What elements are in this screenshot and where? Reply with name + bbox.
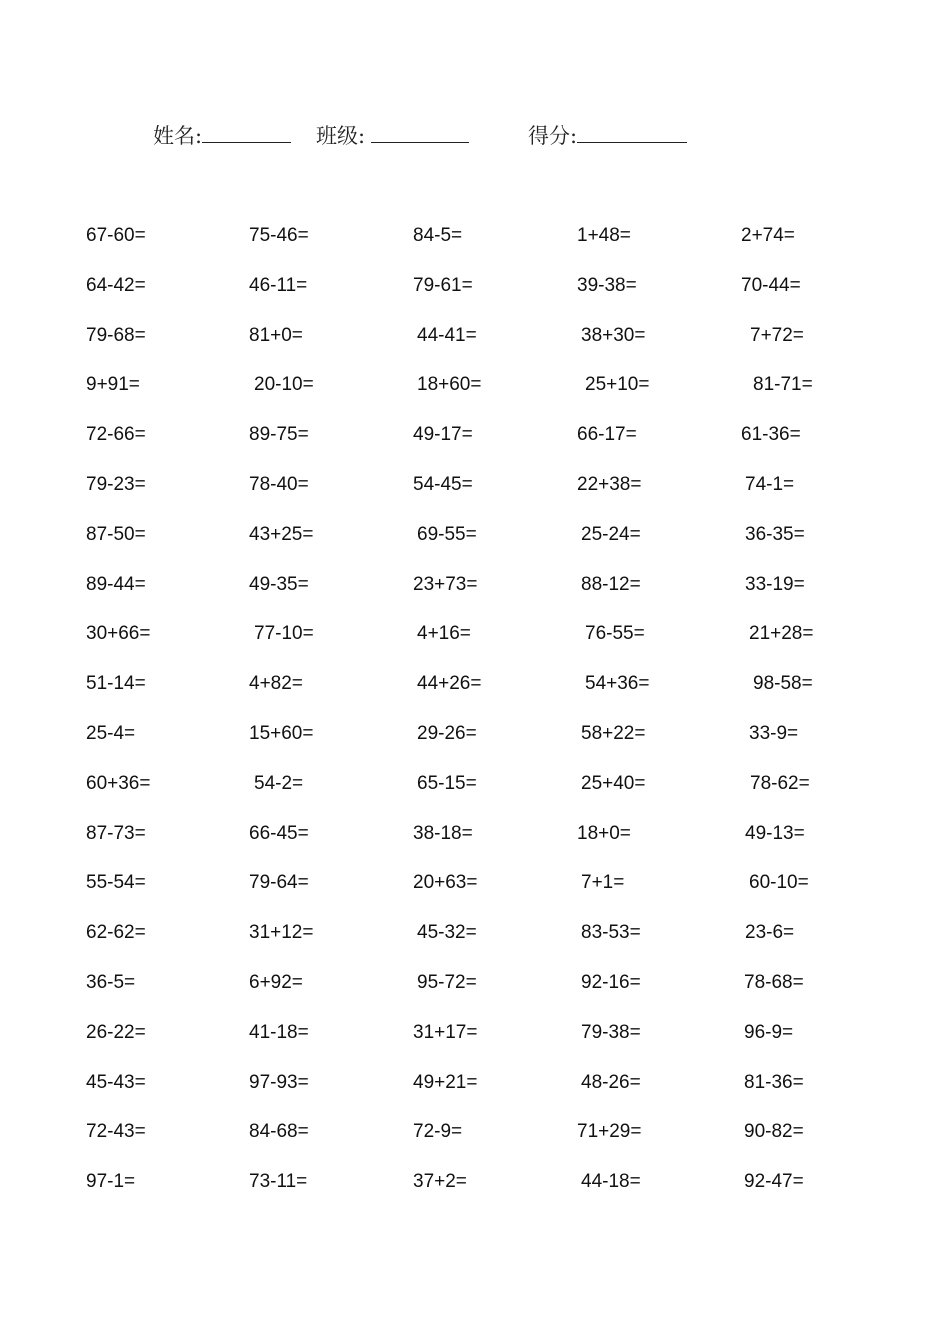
- problem-r18-c3: 49+21=: [413, 1071, 478, 1093]
- problem-r7-c4: 25-24=: [581, 523, 641, 545]
- problem-r7-c1: 87-50=: [86, 523, 146, 545]
- problem-r9-c1: 30+66=: [86, 623, 151, 645]
- problem-r2-c2: 46-11=: [249, 274, 308, 296]
- problem-r7-c5: 36-35=: [745, 523, 805, 545]
- problem-r14-c3: 20+63=: [413, 872, 478, 894]
- problem-r14-c5: 60-10=: [749, 872, 809, 894]
- problem-r18-c5: 81-36=: [744, 1071, 804, 1093]
- problem-r8-c4: 88-12=: [581, 573, 641, 595]
- problem-r5-c3: 49-17=: [413, 424, 473, 446]
- problem-r10-c4: 54+36=: [585, 673, 650, 695]
- problem-r16-c4: 92-16=: [581, 972, 641, 993]
- problem-r20-c4: 44-18=: [581, 1171, 641, 1193]
- problem-r19-c1: 72-43=: [86, 1121, 146, 1143]
- problem-r19-c3: 72-9=: [413, 1121, 463, 1143]
- problem-r2-c1: 64-42=: [86, 274, 146, 296]
- problem-r13-c4: 18+0=: [577, 822, 631, 844]
- problem-r14-c1: 55-54=: [86, 872, 146, 894]
- problem-r16-c3: 95-72=: [417, 972, 477, 993]
- class-label: 班级:: [316, 124, 366, 148]
- problem-r6-c4: 22+38=: [577, 474, 642, 495]
- problem-r12-c3: 65-15=: [417, 772, 477, 794]
- problem-r3-c4: 38+30=: [581, 324, 646, 346]
- problem-r4-c2: 20-10=: [254, 374, 314, 396]
- problem-r15-c2: 31+12=: [249, 922, 314, 944]
- problem-r1-c5: 2+74=: [741, 225, 795, 246]
- problem-r13-c3: 38-18=: [413, 822, 473, 844]
- problem-r12-c5: 78-62=: [750, 772, 810, 794]
- problem-r8-c1: 89-44=: [86, 573, 146, 595]
- problem-r1-c4: 1+48=: [577, 225, 631, 246]
- problem-r15-c5: 23-6=: [745, 922, 795, 944]
- problem-r11-c5: 33-9=: [749, 723, 799, 744]
- problem-r20-c3: 37+2=: [413, 1171, 467, 1193]
- problem-r16-c2: 6+92=: [249, 972, 303, 993]
- problem-r9-c3: 4+16=: [417, 623, 471, 645]
- problem-r13-c5: 49-13=: [745, 822, 805, 844]
- problem-r10-c3: 44+26=: [417, 673, 482, 695]
- problem-r18-c1: 45-43=: [86, 1071, 146, 1093]
- problem-r17-c5: 96-9=: [744, 1021, 794, 1043]
- problem-r3-c3: 44-41=: [417, 324, 477, 346]
- problem-r6-c1: 79-23=: [86, 474, 146, 495]
- problem-r15-c4: 83-53=: [581, 922, 641, 944]
- problem-r15-c1: 62-62=: [86, 922, 146, 944]
- problem-r3-c5: 7+72=: [750, 324, 804, 346]
- problem-r11-c3: 29-26=: [417, 723, 477, 744]
- problem-r4-c4: 25+10=: [585, 374, 650, 396]
- problem-r9-c5: 21+28=: [749, 623, 814, 645]
- problem-r19-c5: 90-82=: [744, 1121, 804, 1143]
- problem-r18-c2: 97-93=: [249, 1071, 309, 1093]
- problem-r5-c2: 89-75=: [249, 424, 309, 446]
- problem-r2-c4: 39-38=: [577, 274, 637, 296]
- problem-r17-c2: 41-18=: [249, 1021, 309, 1043]
- problem-r11-c4: 58+22=: [581, 723, 646, 744]
- problem-r3-c1: 79-68=: [86, 324, 146, 346]
- name-label: 姓名:: [153, 124, 203, 148]
- problem-r4-c3: 18+60=: [417, 374, 482, 396]
- problem-r13-c1: 87-73=: [86, 822, 146, 844]
- problem-r1-c1: 67-60=: [86, 225, 146, 246]
- problem-r7-c3: 69-55=: [417, 523, 477, 545]
- problem-r12-c1: 60+36=: [86, 772, 151, 794]
- problem-r9-c4: 76-55=: [585, 623, 645, 645]
- problem-r7-c2: 43+25=: [249, 523, 314, 545]
- problem-r14-c2: 79-64=: [249, 872, 309, 894]
- problem-r20-c5: 92-47=: [744, 1171, 804, 1193]
- problem-r5-c4: 66-17=: [577, 424, 637, 446]
- problem-r4-c5: 81-71=: [753, 374, 813, 396]
- score-label: 得分:: [528, 124, 578, 148]
- problem-r12-c4: 25+40=: [581, 772, 646, 794]
- problem-r6-c5: 74-1=: [745, 474, 795, 495]
- problem-r17-c4: 79-38=: [581, 1021, 641, 1043]
- problem-r6-c3: 54-45=: [413, 474, 473, 495]
- problem-r11-c2: 15+60=: [249, 723, 314, 744]
- problem-r10-c2: 4+82=: [249, 673, 303, 695]
- problem-r4-c1: 9+91=: [86, 374, 140, 396]
- problem-r18-c4: 48-26=: [581, 1071, 641, 1093]
- problem-r1-c3: 84-5=: [413, 225, 463, 246]
- problem-r9-c2: 77-10=: [254, 623, 314, 645]
- problem-r16-c1: 36-5=: [86, 972, 136, 993]
- problem-r16-c5: 78-68=: [744, 972, 804, 993]
- problem-r20-c1: 97-1=: [86, 1171, 136, 1193]
- problem-r5-c5: 61-36=: [741, 424, 801, 446]
- problem-r14-c4: 7+1=: [581, 872, 625, 894]
- problem-r6-c2: 78-40=: [249, 474, 309, 495]
- problem-r2-c3: 79-61=: [413, 274, 473, 296]
- problem-r10-c1: 51-14=: [86, 673, 146, 695]
- problem-r2-c5: 70-44=: [741, 274, 801, 296]
- problem-r1-c2: 75-46=: [249, 225, 309, 246]
- problem-r5-c1: 72-66=: [86, 424, 146, 446]
- problem-r8-c5: 33-19=: [745, 573, 805, 595]
- problem-r12-c2: 54-2=: [254, 772, 304, 794]
- problem-r19-c2: 84-68=: [249, 1121, 309, 1143]
- problem-r8-c3: 23+73=: [413, 573, 478, 595]
- problem-r20-c2: 73-11=: [249, 1171, 308, 1193]
- problem-r11-c1: 25-4=: [86, 723, 136, 744]
- problem-r19-c4: 71+29=: [577, 1121, 642, 1143]
- problem-r17-c1: 26-22=: [86, 1021, 146, 1043]
- problem-r10-c5: 98-58=: [753, 673, 813, 695]
- problem-r15-c3: 45-32=: [417, 922, 477, 944]
- problem-r3-c2: 81+0=: [249, 324, 303, 346]
- problem-r8-c2: 49-35=: [249, 573, 309, 595]
- problem-r13-c2: 66-45=: [249, 822, 309, 844]
- problem-r17-c3: 31+17=: [413, 1021, 478, 1043]
